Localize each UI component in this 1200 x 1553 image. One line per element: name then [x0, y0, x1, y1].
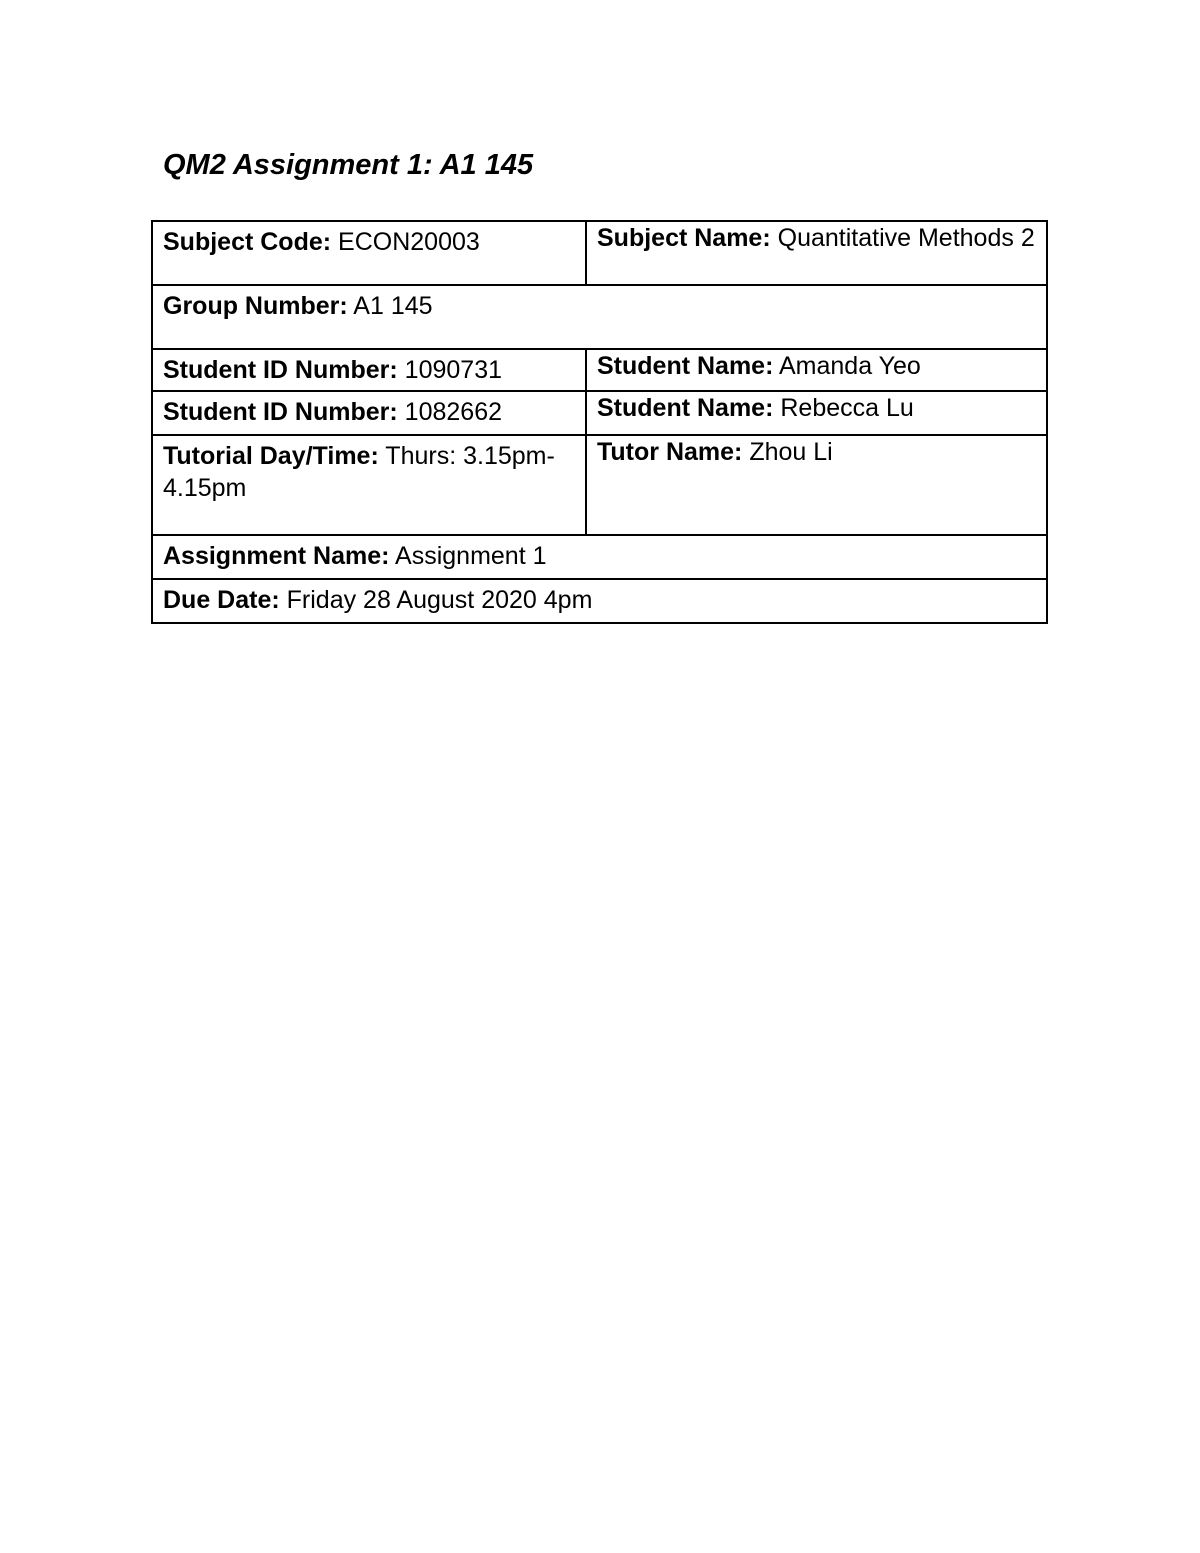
table-row	[152, 285, 1047, 349]
subject-name-label: Subject Name:	[597, 224, 771, 252]
due-date-value: Friday 28 August 2020 4pm	[286, 586, 593, 614]
student-id-label: Student ID Number:	[163, 398, 398, 426]
student-name-cell	[586, 349, 1047, 391]
assignment-name-cell	[152, 535, 1047, 579]
subject-name-cell	[586, 221, 1047, 285]
student-id-cell	[152, 391, 586, 435]
student-name-value: Amanda Yeo	[778, 352, 921, 380]
student-name-label: Student Name:	[597, 394, 774, 422]
tutor-name-cell	[586, 435, 1047, 535]
student-id-value: 1090731	[404, 356, 502, 384]
due-date-cell	[152, 579, 1047, 623]
table-row	[152, 391, 1047, 435]
assignment-name-label: Assignment Name:	[163, 542, 390, 570]
group-number-label: Group Number:	[163, 292, 348, 320]
table-row	[152, 221, 1047, 285]
group-number-cell	[152, 285, 1047, 349]
tutorial-value: Thurs: 3.15pm-4.15pm	[163, 442, 555, 502]
table-row	[152, 535, 1047, 579]
student-id-cell	[152, 349, 586, 391]
group-number-value: A1 145	[353, 292, 433, 320]
tutor-name-value: Zhou Li	[749, 438, 833, 466]
due-date-label: Due Date:	[163, 586, 280, 614]
subject-name-value: Quantitative Methods 2	[777, 224, 1035, 252]
student-id-label: Student ID Number:	[163, 356, 398, 384]
subject-code-label: Subject Code:	[163, 228, 332, 256]
subject-code-value: ECON20003	[338, 228, 480, 256]
tutor-name-label: Tutor Name:	[597, 438, 743, 466]
page-title: QM2 Assignment 1: A1 145	[163, 149, 534, 181]
student-name-label: Student Name:	[597, 352, 774, 380]
student-name-cell	[586, 391, 1047, 435]
table-row	[152, 579, 1047, 623]
tutorial-cell	[152, 435, 586, 535]
tutorial-label: Tutorial Day/Time:	[163, 442, 379, 470]
assignment-name-value: Assignment 1	[395, 542, 547, 570]
student-id-value: 1082662	[404, 398, 502, 426]
subject-code-cell	[152, 221, 586, 285]
student-name-value: Rebecca Lu	[780, 394, 914, 422]
table-row	[152, 349, 1047, 391]
table-row	[152, 435, 1047, 535]
cover-sheet-table	[151, 220, 1048, 624]
